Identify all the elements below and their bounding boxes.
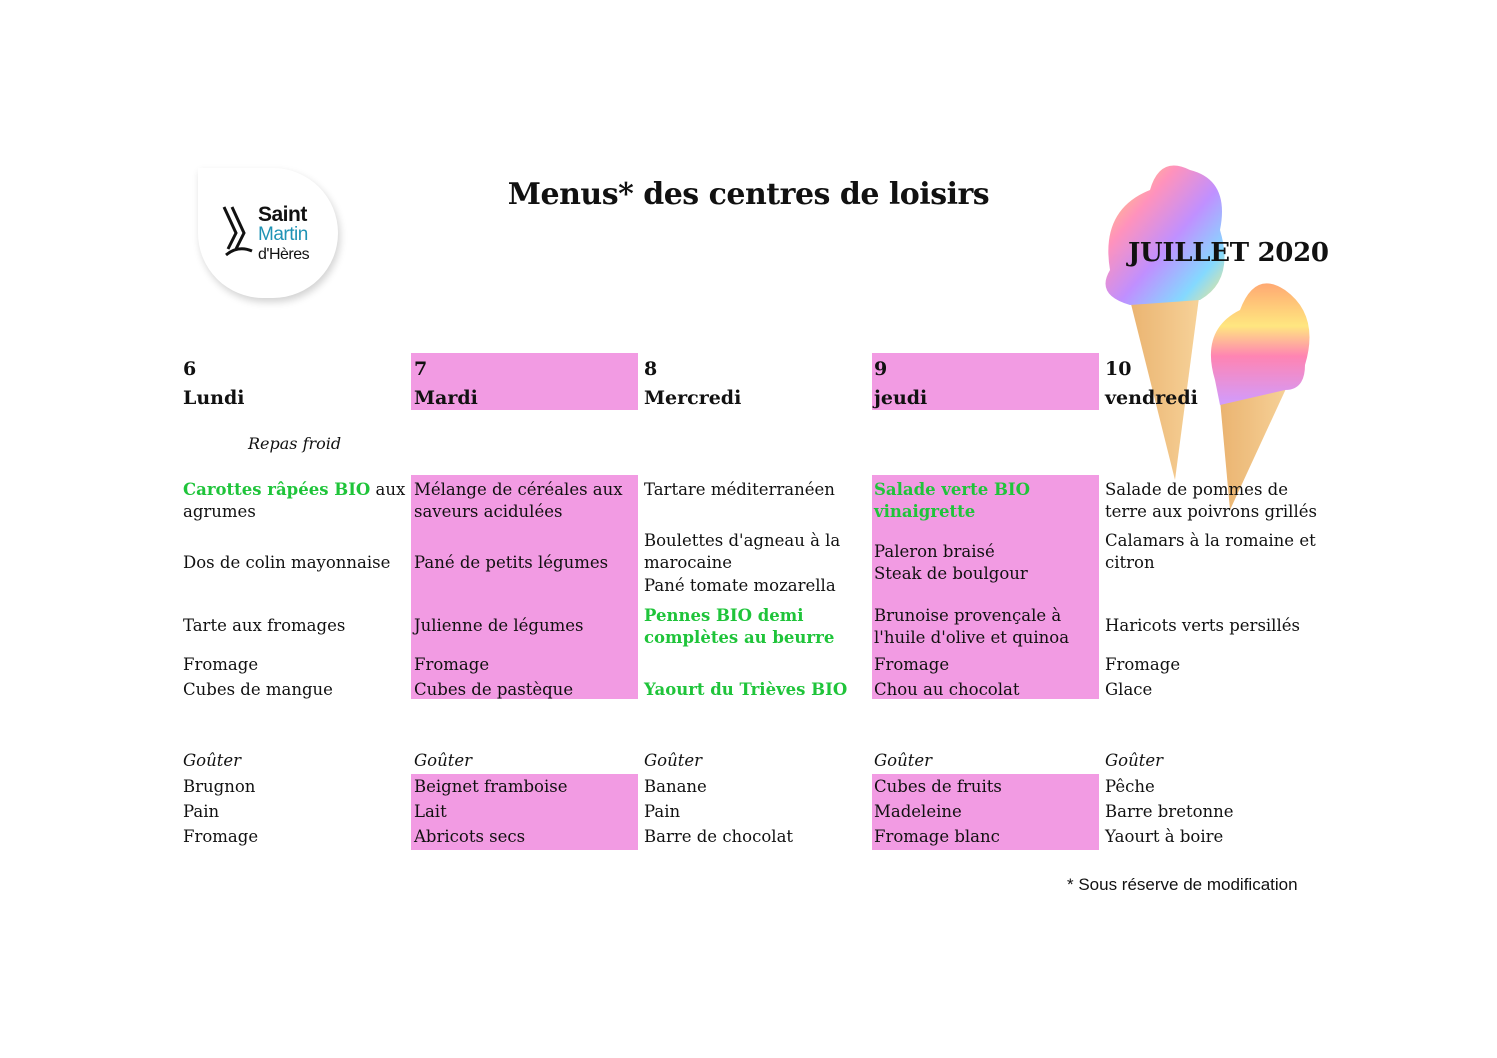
day-name: Mardi: [414, 387, 478, 409]
fromage: Fromage: [874, 655, 950, 674]
gouter-item: Beignet framboise: [414, 777, 568, 796]
plat: Boulettes d'agneau à la marocaine: [644, 531, 841, 572]
gouter-item: Barre de chocolat: [644, 827, 794, 846]
footnote: * Sous réserve de modification: [1067, 875, 1298, 894]
month-label: JUILLET 2020: [1128, 238, 1329, 268]
day-number: 8: [644, 358, 658, 380]
entree-bio: Carottes râpées BIO: [183, 480, 371, 499]
day-number: 9: [874, 358, 888, 380]
entree: Mélange de céréales aux saveurs acidulées: [414, 480, 623, 521]
accompagnement: Tarte aux fromages: [183, 616, 346, 635]
day-number: 7: [414, 358, 428, 380]
gouter-item: Abricots secs: [414, 827, 526, 846]
page-title: Menus* des centres de loisirs: [507, 177, 990, 212]
entree-suffix: aux agrumes: [183, 480, 406, 521]
fromage: Fromage: [183, 655, 259, 674]
day-number: 6: [183, 358, 197, 380]
accompagnement: Julienne de légumes: [414, 616, 584, 635]
day-name: jeudi: [874, 387, 928, 409]
plat: Calamars à la romaine et citron: [1105, 531, 1316, 572]
logo-line-3: d'Hères: [258, 246, 310, 263]
logo-line-2: Martin: [258, 224, 308, 245]
gouter-item: Yaourt à boire: [1105, 827, 1224, 846]
fromage: Fromage: [414, 655, 490, 674]
gouter-label: Goûter: [183, 751, 242, 770]
plat: Dos de colin mayonnaise: [183, 553, 391, 572]
day-name: vendredi: [1105, 387, 1198, 409]
ice-cream-cones-illustration: [1090, 150, 1320, 510]
entree: Salade verte BIO vinaigrette: [874, 480, 1031, 521]
plat-alternative: Steak de boulgour: [874, 564, 1028, 583]
gouter-item: Brugnon: [183, 777, 256, 796]
entree: Salade de pommes de terre aux poivrons grillés: [1105, 480, 1317, 521]
day-number: 10: [1105, 358, 1132, 380]
dessert: Yaourt du Trièves BIO: [644, 680, 848, 699]
day-name: Mercredi: [644, 387, 742, 409]
accompagnement: Pennes BIO demi complètes au beurre: [644, 606, 835, 647]
accompagnement: Haricots verts persillés: [1105, 616, 1300, 635]
gouter-label: Goûter: [1105, 751, 1164, 770]
gouter-item: Pain: [183, 802, 220, 821]
dessert: Chou au chocolat: [874, 680, 1020, 699]
plat: Paleron braisé: [874, 542, 995, 561]
gouter-label: Goûter: [414, 751, 473, 770]
logo-text: [258, 205, 309, 265]
dessert: Cubes de mangue: [183, 680, 333, 699]
plat-alternative: Pané tomate mozarella: [644, 576, 836, 595]
gouter-item: Fromage: [183, 827, 259, 846]
dessert: Glace: [1105, 680, 1153, 699]
gouter-item: Cubes de fruits: [874, 777, 1002, 796]
accompagnement: Brunoise provençale à l'huile d'olive et quinoa: [874, 606, 1070, 647]
day-name: Lundi: [183, 387, 245, 409]
gouter-label: Goûter: [644, 751, 703, 770]
gouter-item: Barre bretonne: [1105, 802, 1234, 821]
gouter-item: Madeleine: [874, 802, 962, 821]
logo-mark-icon: [222, 205, 254, 261]
gouter-item: Fromage blanc: [874, 827, 1000, 846]
gouter-item: Lait: [414, 802, 447, 821]
plat: Pané de petits légumes: [414, 553, 609, 572]
dessert: Cubes de pastèque: [414, 680, 574, 699]
repas-froid-label: Repas froid: [248, 434, 342, 453]
entree: Tartare méditerranéen: [644, 480, 835, 499]
gouter-item: Pêche: [1105, 777, 1155, 796]
logo-line-1: Saint: [258, 203, 307, 226]
entree: [180, 479, 407, 523]
fromage: Fromage: [1105, 655, 1181, 674]
gouter-label: Goûter: [874, 751, 933, 770]
gouter-item: Pain: [644, 802, 681, 821]
gouter-item: Banane: [644, 777, 707, 796]
